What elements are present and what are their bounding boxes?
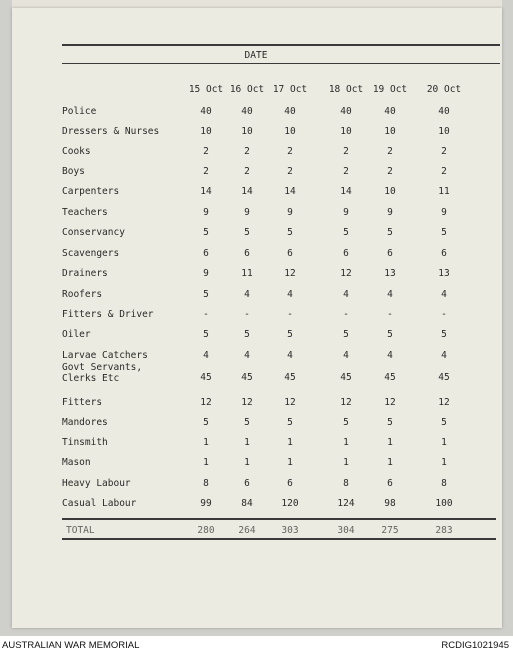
table-cell: 10 (284, 126, 296, 137)
table-cell: 5 (203, 417, 209, 428)
archive-id: RCDIG1021945 (441, 640, 509, 651)
row-label: Scavengers (62, 248, 120, 259)
table-cell: 45 (340, 372, 352, 383)
table-cell: 5 (343, 227, 349, 238)
table-cell: 4 (203, 350, 209, 361)
table-cell: 6 (244, 478, 250, 489)
date-column-header: 15 Oct (188, 84, 224, 95)
table-cell: 10 (384, 126, 396, 137)
table-cell: 1 (244, 437, 250, 448)
table-cell: 2 (287, 146, 293, 157)
date-column-header: 19 Oct (372, 84, 408, 95)
date-rule (62, 63, 500, 64)
table-cell: 8 (441, 478, 447, 489)
table-cell: 9 (244, 207, 250, 218)
table-cell: 10 (438, 126, 450, 137)
table-cell: 8 (343, 478, 349, 489)
table-cell: 40 (384, 106, 396, 117)
table-cell: 12 (284, 268, 296, 279)
table-cell: - (441, 309, 447, 320)
table-cell: 1 (287, 457, 293, 468)
table-cell: 14 (284, 186, 296, 197)
table-cell: 5 (287, 329, 293, 340)
table-cell: 12 (284, 397, 296, 408)
table-cell: 45 (200, 372, 212, 383)
table-cell: 6 (441, 248, 447, 259)
table-cell: 5 (387, 329, 393, 340)
table-cell: 14 (241, 186, 253, 197)
total-label: TOTAL (66, 525, 95, 536)
table-cell: 4 (287, 350, 293, 361)
table-cell: 2 (203, 166, 209, 177)
table-cell: 5 (244, 329, 250, 340)
table-cell: 8 (203, 478, 209, 489)
row-label: Boys (62, 166, 85, 177)
table-cell: 5 (441, 227, 447, 238)
table-cell: 2 (287, 166, 293, 177)
table-cell: 4 (244, 350, 250, 361)
table-cell: 1 (287, 437, 293, 448)
date-column-header: 18 Oct (328, 84, 364, 95)
date-column-header: 17 Oct (272, 84, 308, 95)
table-cell: 120 (281, 498, 299, 509)
table-cell: 4 (244, 289, 250, 300)
table-cell: 5 (387, 227, 393, 238)
total-cell: 275 (381, 525, 399, 536)
table-cell: 4 (343, 350, 349, 361)
row-label: Drainers (62, 268, 108, 279)
row-label: Teachers (62, 207, 108, 218)
table-cell: 45 (241, 372, 253, 383)
table-cell: 6 (387, 478, 393, 489)
table-cell: 40 (340, 106, 352, 117)
archive-name: AUSTRALIAN WAR MEMORIAL (2, 640, 140, 651)
table-cell: 12 (200, 397, 212, 408)
table-cell: 5 (287, 227, 293, 238)
total-cell: 304 (337, 525, 355, 536)
archive-footer (0, 636, 513, 654)
row-label: Larvae Catchers (62, 350, 148, 361)
row-label: Conservancy (62, 227, 125, 238)
row-label: Mandores (62, 417, 108, 428)
table-cell: 4 (287, 289, 293, 300)
table-cell: 12 (384, 397, 396, 408)
table-cell: 1 (441, 437, 447, 448)
table-cell: 10 (241, 126, 253, 137)
table-cell: 2 (343, 146, 349, 157)
table-cell: 10 (384, 186, 396, 197)
table-cell: 5 (387, 417, 393, 428)
table-cell: 2 (387, 146, 393, 157)
table-cell: 40 (241, 106, 253, 117)
total-bottom-rule (62, 538, 496, 540)
table-cell: 6 (287, 248, 293, 259)
table-cell: 5 (441, 329, 447, 340)
table-cell: 12 (340, 397, 352, 408)
table-cell: 1 (387, 457, 393, 468)
row-label: Roofers (62, 289, 103, 300)
table-cell: - (387, 309, 393, 320)
row-label: Oiler (62, 329, 91, 340)
table-cell: 5 (244, 417, 250, 428)
table-cell: 13 (438, 268, 450, 279)
table-cell: 9 (441, 207, 447, 218)
row-label: Heavy Labour (62, 478, 131, 489)
table-cell: 40 (438, 106, 450, 117)
table-cell: 2 (244, 146, 250, 157)
table-cell: 1 (387, 437, 393, 448)
table-cell: 4 (387, 350, 393, 361)
table-cell: 2 (441, 166, 447, 177)
date-header: DATE (244, 50, 268, 61)
table-cell: 84 (241, 498, 253, 509)
table-cell: - (244, 309, 250, 320)
table-cell: 98 (384, 498, 396, 509)
row-label: Fitters (62, 397, 103, 408)
row-label: Govt Servants, Clerks Etc (62, 362, 143, 384)
table-cell: 2 (387, 166, 393, 177)
table-cell: 5 (203, 227, 209, 238)
table-cell: 4 (343, 289, 349, 300)
total-top-rule (62, 518, 496, 520)
table-cell: 5 (203, 329, 209, 340)
table-cell: 11 (438, 186, 450, 197)
table-cell: 9 (203, 268, 209, 279)
table-cell: 6 (203, 248, 209, 259)
table-cell: 1 (203, 457, 209, 468)
table-cell: 6 (287, 478, 293, 489)
table-cell: 9 (387, 207, 393, 218)
table-cell: 45 (384, 372, 396, 383)
table-cell: 99 (200, 498, 212, 509)
table-cell: 12 (340, 268, 352, 279)
row-label: Mason (62, 457, 91, 468)
table-cell: 1 (203, 437, 209, 448)
total-cell: 303 (281, 525, 299, 536)
total-cell: 283 (435, 525, 453, 536)
table-cell: 5 (343, 329, 349, 340)
table-cell: 9 (343, 207, 349, 218)
table-cell: 9 (287, 207, 293, 218)
table-cell: 124 (337, 498, 355, 509)
table-cell: 13 (384, 268, 396, 279)
table-cell: 40 (284, 106, 296, 117)
table-cell: 2 (244, 166, 250, 177)
table-cell: 4 (441, 350, 447, 361)
date-column-header: 20 Oct (426, 84, 462, 95)
table-cell: 6 (343, 248, 349, 259)
row-label: Cooks (62, 146, 91, 157)
row-label: Casual Labour (62, 498, 137, 509)
table-cell: 11 (241, 268, 253, 279)
table-cell: - (343, 309, 349, 320)
table-cell: 40 (200, 106, 212, 117)
table-cell: 9 (203, 207, 209, 218)
table-cell: - (287, 309, 293, 320)
table-cell: 2 (343, 166, 349, 177)
table-cell: 6 (387, 248, 393, 259)
table-cell: 5 (287, 417, 293, 428)
table-cell: 14 (200, 186, 212, 197)
table-cell: 5 (203, 289, 209, 300)
table-cell: 6 (244, 248, 250, 259)
table-cell: 45 (438, 372, 450, 383)
row-label: Tinsmith (62, 437, 108, 448)
total-cell: 264 (238, 525, 256, 536)
table-cell: 100 (435, 498, 453, 509)
top-rule (62, 44, 500, 46)
table-cell: - (203, 309, 209, 320)
table-cell: 5 (343, 417, 349, 428)
table-cell: 1 (343, 437, 349, 448)
table-cell: 1 (441, 457, 447, 468)
table-cell: 12 (438, 397, 450, 408)
total-cell: 280 (197, 525, 215, 536)
table-cell: 4 (387, 289, 393, 300)
row-label: Police (62, 106, 97, 117)
table-cell: 10 (200, 126, 212, 137)
row-label: Carpenters (62, 186, 120, 197)
table-cell: 10 (340, 126, 352, 137)
table-cell: 14 (340, 186, 352, 197)
row-label: Fitters & Driver (62, 309, 154, 320)
table-cell: 5 (244, 227, 250, 238)
table-cell: 2 (203, 146, 209, 157)
table-cell: 2 (441, 146, 447, 157)
date-column-header: 16 Oct (229, 84, 265, 95)
table-cell: 1 (244, 457, 250, 468)
table-cell: 4 (441, 289, 447, 300)
table-cell: 1 (343, 457, 349, 468)
row-label: Dressers & Nurses (62, 126, 160, 137)
table-cell: 45 (284, 372, 296, 383)
table-cell: 5 (441, 417, 447, 428)
table-cell: 12 (241, 397, 253, 408)
